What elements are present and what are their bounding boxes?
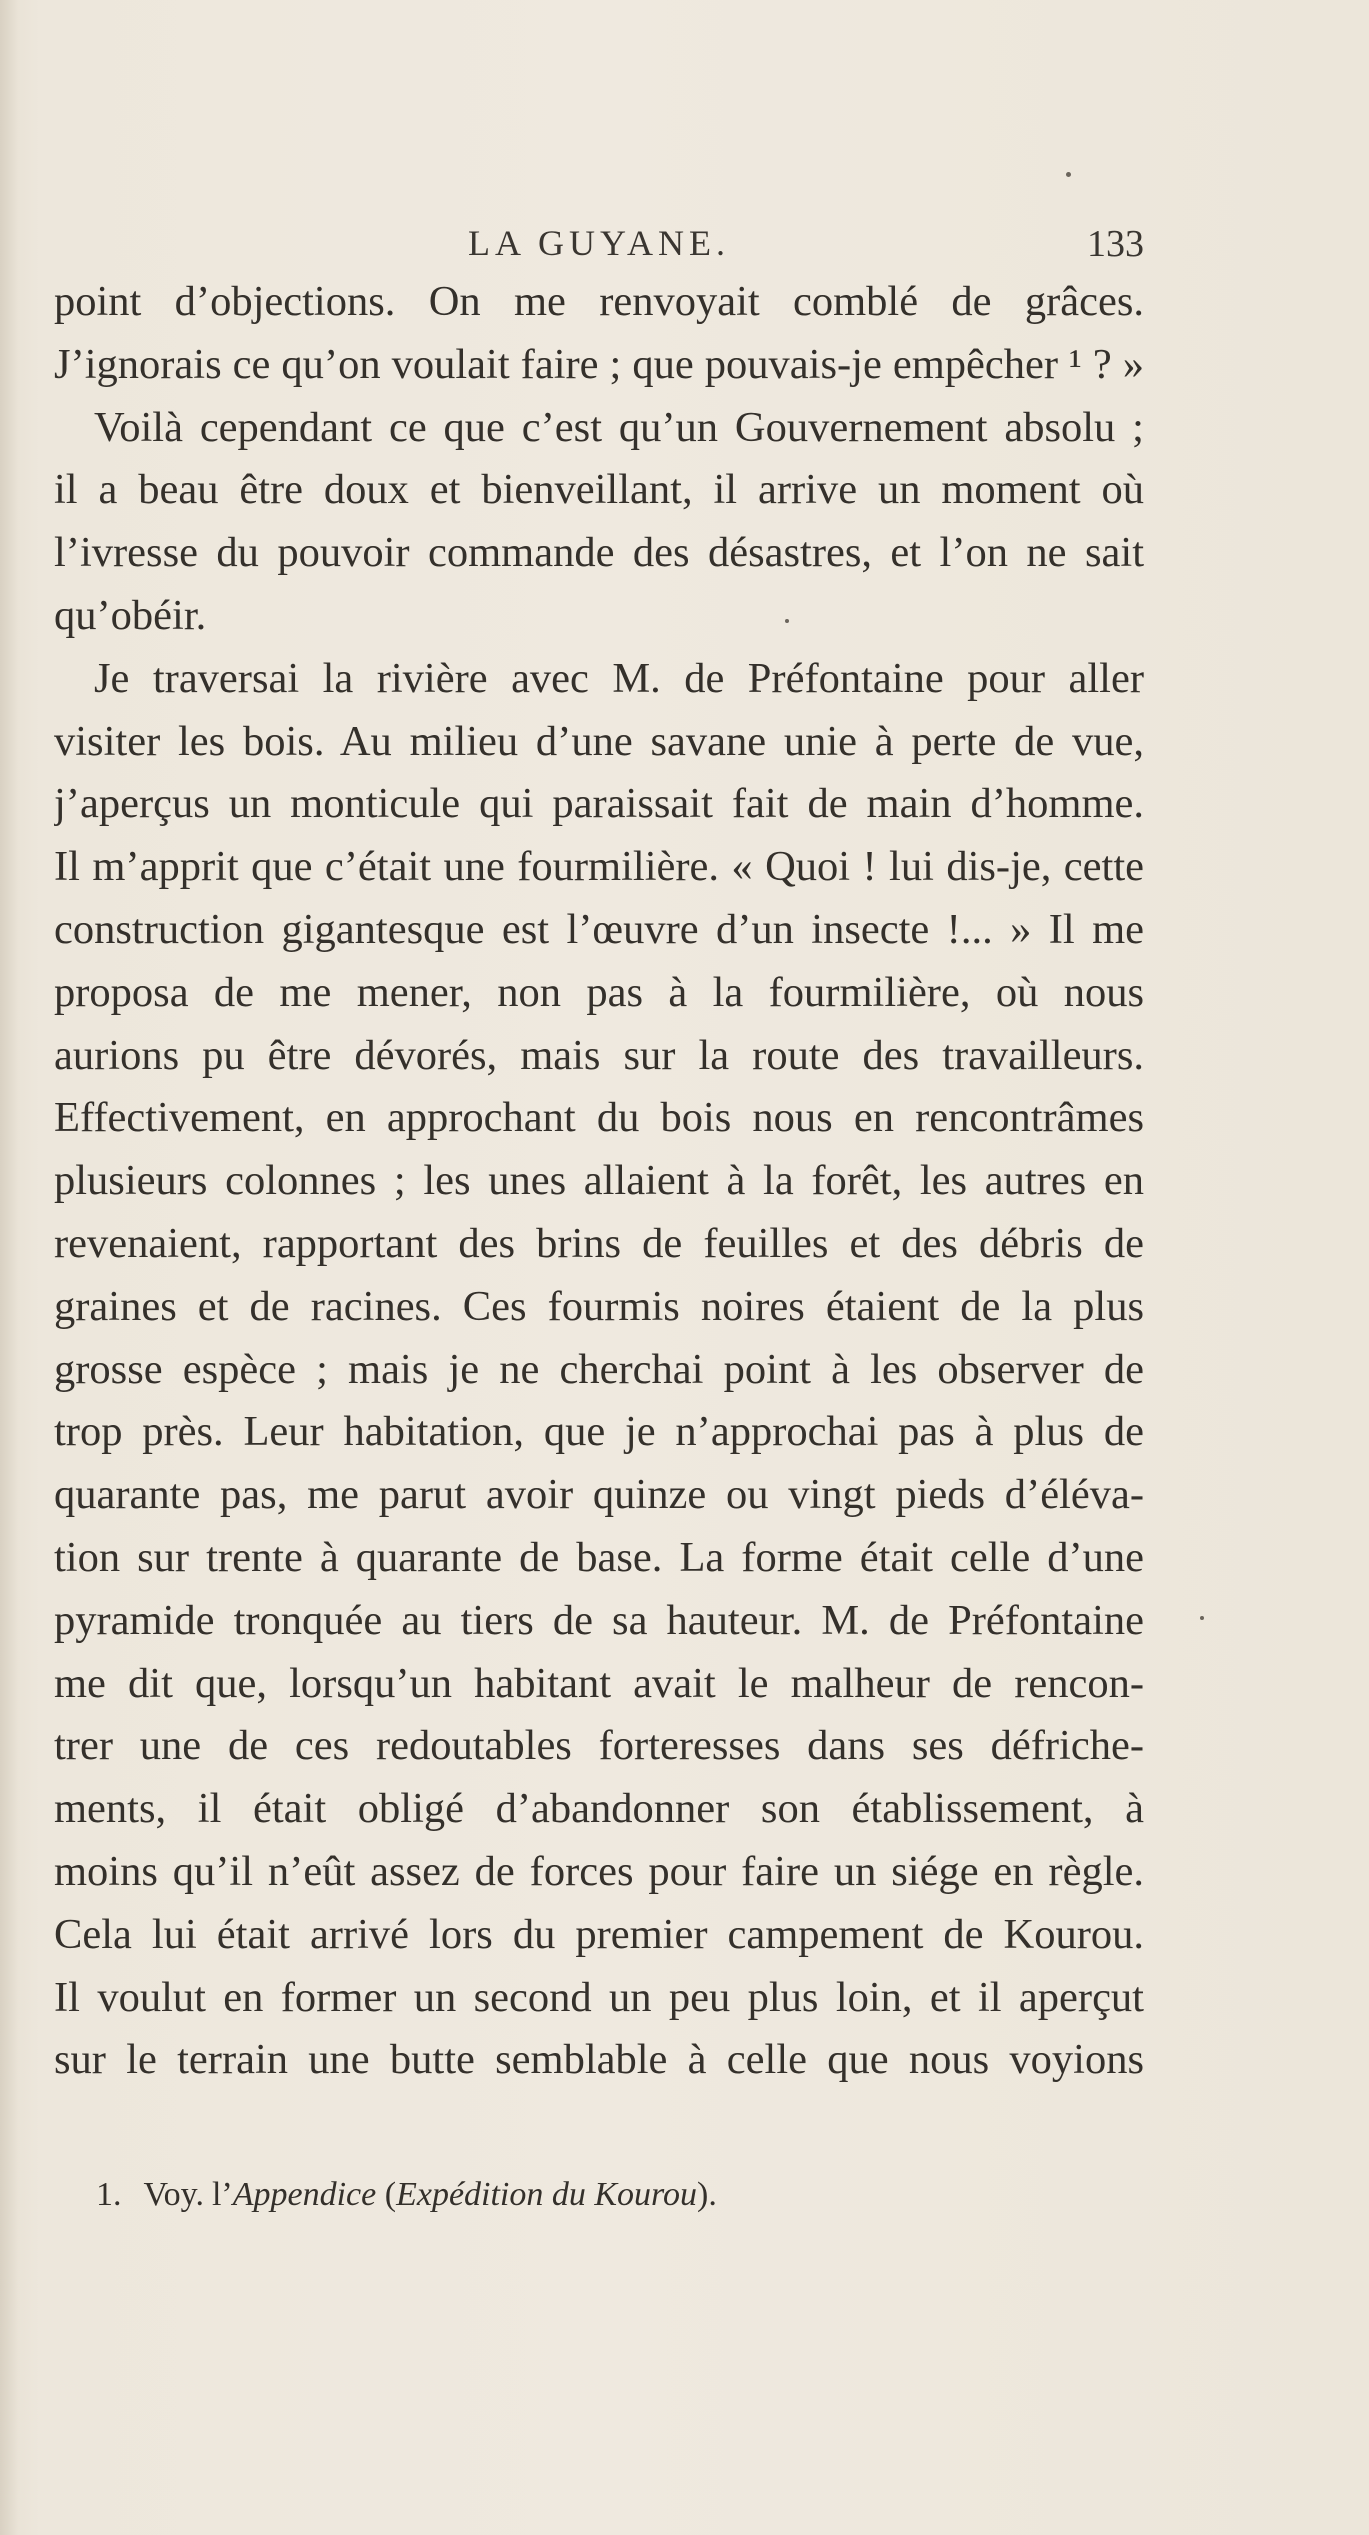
text-line: pyramide tronquée au tiers de sa hauteur. M. de Préfontaine — [54, 1596, 1144, 1644]
text-line: construction gigantesque est l’œuvre d’un insecte !... » Il me — [54, 905, 1144, 953]
text-line: sur le terrain une butte semblable à celle que nous voyions — [54, 2036, 1144, 2084]
text-line: grosse espèce ; mais je ne cherchai point à les observer de — [54, 1345, 1144, 1393]
page-gutter-shadow — [0, 0, 18, 2535]
footnote — [96, 2170, 1096, 2220]
footnote-paren-open: ( — [384, 2176, 397, 2213]
text-line: aurions pu être dévorés, mais sur la route des travailleurs. — [54, 1031, 1144, 1079]
footnote-expedition-title: Expédition du Kourou — [396, 2176, 698, 2213]
text-line: visiter les bois. Au milieu d’une savane unie à perte de vue, — [54, 717, 1144, 765]
text-line: ments, il était obligé d’abandonner son établissement, à — [54, 1785, 1144, 1833]
text-line: Voilà cependant ce que c’est qu’un Gouvernement absolu ; — [94, 403, 1144, 451]
text-line: revenaient, rapportant des brins de feuilles et des débris de — [54, 1219, 1144, 1267]
text-line: trop près. Leur habitation, que je n’approchai pas à plus de — [54, 1408, 1144, 1456]
page-header — [54, 222, 1144, 272]
page-number: 133 — [1087, 223, 1144, 265]
text-line: tion sur trente à quarante de base. La forme était celle d’une — [54, 1533, 1144, 1581]
text-line: l’ivresse du pouvoir commande des désastres, et l’on ne sait — [54, 529, 1144, 577]
text-line: Cela lui était arrivé lors du premier campement de Kourou. — [54, 1910, 1144, 1958]
text-line: qu’obéir. — [54, 591, 207, 639]
text-line: Effectivement, en approchant du bois nous en rencontrâmes — [54, 1094, 1144, 1142]
footnote-number: 1. — [96, 2176, 122, 2213]
text-line: J’ignorais ce qu’on voulait faire ; que pouvais-je empêcher ¹ ? » — [54, 340, 1144, 388]
text-line: graines et de racines. Ces fourmis noires étaient de la plus — [54, 1282, 1144, 1330]
text-line: trer une de ces redoutables forteresses dans ses défriche- — [54, 1722, 1144, 1770]
text-line: quarante pas, me parut avoir quinze ou vingt pieds d’éléva- — [54, 1471, 1144, 1519]
text-line: Je traversai la rivière avec M. de Préfontaine pour aller — [94, 654, 1144, 702]
footnote-article: l’ — [211, 2176, 233, 2213]
text-line: moins qu’il n’eût assez de forces pour faire un siége en règle. — [54, 1847, 1144, 1895]
text-line: proposa de me mener, non pas à la fourmilière, où nous — [54, 968, 1144, 1016]
text-line: plusieurs colonnes ; les unes allaient à la forêt, les autres en — [54, 1157, 1144, 1205]
footnote-appendix-title: Appendice — [232, 2176, 377, 2213]
text-line: Il m’apprit que c’était une fourmilière. « Quoi ! lui dis-je, cette — [54, 843, 1144, 891]
text-line: Il voulut en former un second un peu plus loin, et il aperçut — [54, 1973, 1144, 2021]
running-title: LA GUYANE. — [468, 223, 730, 263]
footnote-voy: Voy. — [143, 2176, 204, 2213]
text-line: me dit que, lorsqu’un habitant avait le malheur de rencon- — [54, 1659, 1144, 1707]
footnote-paren-close: ). — [697, 2176, 717, 2213]
text-line: j’aperçus un monticule qui paraissait fait de main d’homme. — [54, 780, 1144, 828]
paper-speck — [1066, 172, 1071, 177]
text-line: point d’objections. On me renvoyait comblé de grâces. — [54, 278, 1144, 325]
body-text — [54, 271, 1144, 2092]
text-line: il a beau être doux et bienveillant, il arrive un moment où — [54, 466, 1144, 514]
paper-speck — [785, 619, 789, 623]
paper-speck — [1200, 1616, 1204, 1620]
